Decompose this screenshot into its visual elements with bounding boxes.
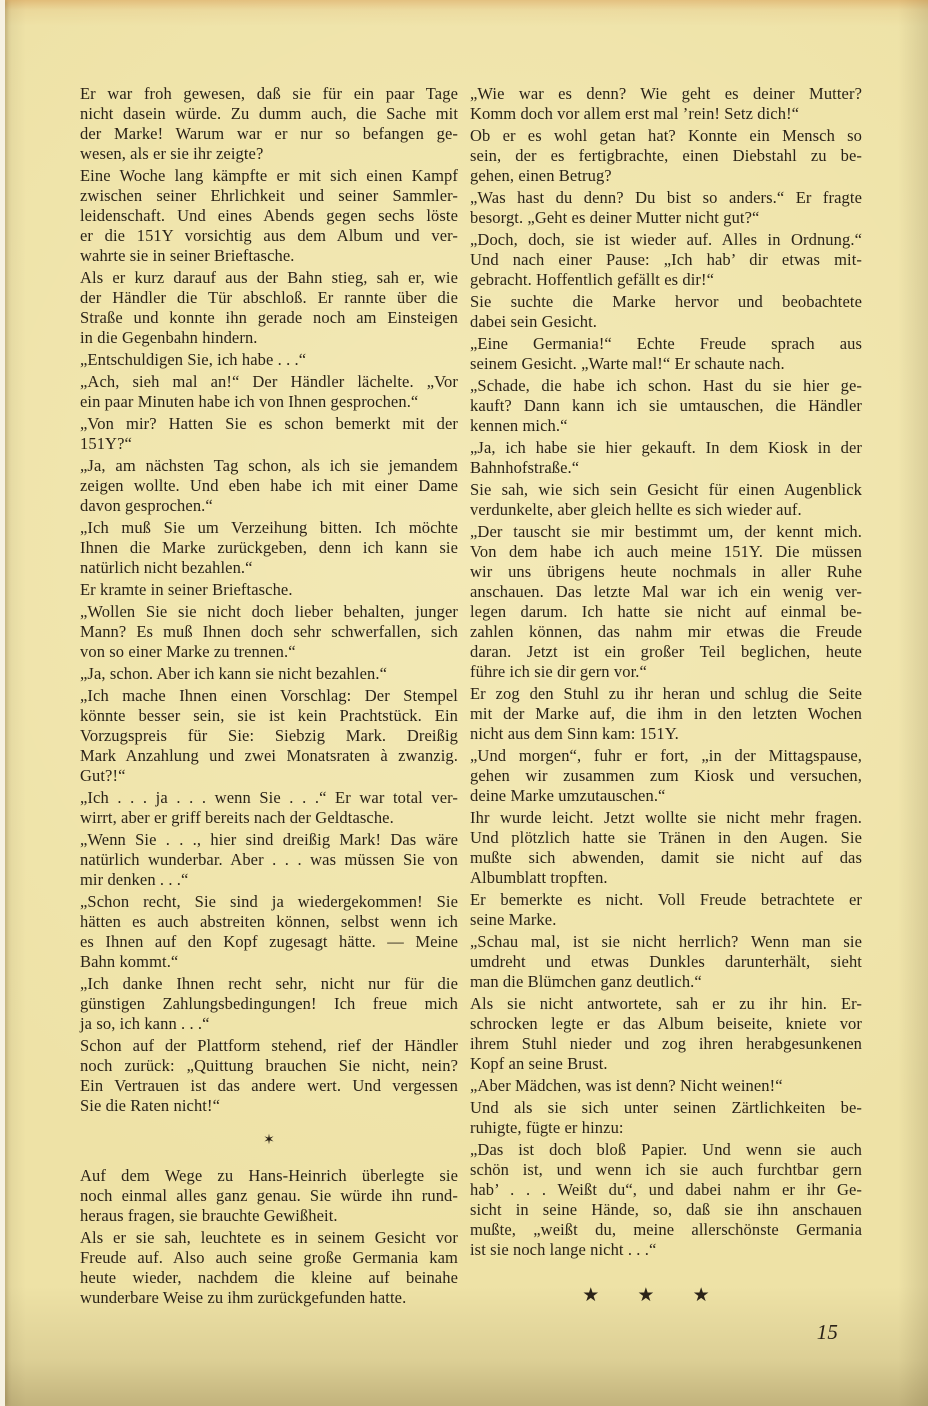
text-line: Ob er es wohl getan hat? Konnte ein Mensch so [470, 126, 862, 145]
text-line: schön ist, und wenn ich sie auch furchtbar gern [470, 1160, 862, 1179]
paragraph [470, 932, 862, 992]
text-line: Mann? Es muß Ihnen doch sehr schwerfallen, sich [80, 622, 458, 641]
text-line: günstigen Zahlungsbedingungen! Ich freue mich [80, 994, 458, 1013]
text-line: „Schon recht, Sie sind ja wiedergekommen! Sie [80, 892, 458, 911]
right-column-text [470, 84, 862, 1260]
text-line: umdreht und etwas Dunkles darunterhält, sieht [470, 952, 862, 971]
text-line: kennen mich.“ [470, 416, 568, 435]
scan-page-edge [0, 0, 5, 1406]
text-line: „Schau mal, ist sie nicht herrlich? Wenn man sie [470, 932, 862, 951]
text-line: „Das ist doch bloß Papier. Und wenn sie auch [470, 1140, 862, 1159]
text-line: zeigen wollte. Und eben habe ich mit einer Dame [80, 476, 458, 495]
text-line: Komm doch vor allem erst mal ’rein! Setz dich!“ [470, 104, 800, 123]
text-line: besorgt. „Geht es deiner Mutter nicht gut?“ [470, 208, 760, 227]
text-line: Albumblatt tropften. [470, 868, 608, 887]
section-separator-star-icon: ✶ [263, 1133, 275, 1148]
text-line: sein, der es fertigbrachte, einen Diebstahl zu be- [470, 146, 862, 165]
paragraph [470, 84, 862, 124]
paragraph [80, 456, 458, 516]
text-line: Bahn kommt.“ [80, 952, 179, 971]
text-line: „Wollen Sie sie nicht doch lieber behalten, junger [80, 602, 458, 621]
paragraph [470, 230, 862, 290]
paragraph [470, 1098, 862, 1138]
text-line: noch zurück: „Quittung brauchen Sie nicht, nein? [80, 1056, 458, 1075]
text-line: Sie sah, wie sich sein Gesicht für einen Augenblick [470, 480, 862, 499]
text-line: Er bemerkte es nicht. Voll Freude betrachtete er [470, 890, 862, 909]
text-line: Vorzugspreis für Sie: Siebzig Mark. Dreißig [80, 726, 458, 745]
text-line: „Entschuldigen Sie, ich habe . . .“ [80, 350, 307, 369]
text-line: sicht in seine Hände, so, daß sie ihn anschauen [470, 1200, 862, 1219]
paragraph [80, 84, 458, 164]
text-line: in die Gegenbahn hindern. [80, 328, 258, 347]
text-line: „Was hast du denn? Du bist so anders.“ Er fragte [470, 188, 862, 207]
text-line: anschauen. Das letzte Mal war ich ein wenig ver- [470, 582, 862, 601]
text-line: gebracht. Hoffentlich gefällt es dir!“ [470, 270, 715, 289]
text-line: „Ja, schon. Aber ich kann sie nicht bezahlen.“ [80, 664, 387, 683]
text-line: Kopf an seine Brust. [470, 1054, 608, 1073]
text-line: er die 151Y vorsichtig aus dem Album und ver- [80, 226, 458, 245]
paragraph [80, 1228, 458, 1308]
text-line: Schon auf der Plattform stehend, rief der Händler [80, 1036, 458, 1055]
paragraph [470, 480, 862, 520]
text-line: daran. Jetzt ist ein großer Teil beglichen, heute [470, 642, 862, 661]
text-line: nicht dasein würde. Zu dumm auch, die Sache mit [80, 104, 458, 123]
paragraph [80, 974, 458, 1034]
paragraph [470, 126, 862, 186]
text-line: legen darum. Ich hatte sie nicht auf einmal be- [470, 602, 862, 621]
paragraph [80, 372, 458, 412]
text-line: heraus fragen, sie brauchte Gewißheit. [80, 1206, 338, 1225]
text-line: ja so, ich kann . . .“ [80, 1014, 210, 1033]
paragraph [80, 830, 458, 890]
text-line: zwischen seiner Ehrlichkeit und seiner Sammler- [80, 186, 458, 205]
text-line: heute wieder, nachdem die kleine auf beinahe [80, 1268, 458, 1287]
text-line: Ihnen die Marke zurückgeben, denn ich kann sie [80, 538, 458, 557]
text-line: Eine Woche lang kämpfte er mit sich einen Kampf [80, 166, 458, 185]
text-line: Sie suchte die Marke hervor und beobachtete [470, 292, 862, 311]
paragraph [80, 602, 458, 662]
text-line: gehen, einen Betrug? [470, 166, 612, 185]
text-line: hätten es auch abstreiten können, selbst wenn ich [80, 912, 458, 931]
text-line: wunderbare Weise zu ihm zurückgefunden hatte. [80, 1288, 407, 1307]
star-icon: ★ [692, 1285, 710, 1306]
text-line: kauft? Dann kann ich sie umtauschen, die Händler [470, 396, 862, 415]
paragraph [470, 746, 862, 806]
text-line: „Ach, sieh mal an!“ Der Händler lächelte. „Vor [80, 372, 458, 391]
left-text-column [80, 84, 458, 1342]
text-line: wahrte sie in seiner Brieftasche. [80, 246, 295, 265]
text-line: verdunkelte, aber gleich hellte es sich wieder auf. [470, 500, 802, 519]
text-line: natürlich nicht bezahlen.“ [80, 558, 253, 577]
text-line: „Ich . . . ja . . . wenn Sie . . .“ Er war total ver- [80, 788, 458, 807]
paragraph [80, 892, 458, 972]
text-line: hab’ . . . Weißt du“, und dabei nahm er ihr Ge- [470, 1180, 862, 1199]
text-line: Und als sie sich unter seinen Zärtlichkeiten be- [470, 1098, 862, 1117]
text-line: leidenschaft. Und eines Abends gegen sechs löste [80, 206, 458, 225]
paragraph [470, 438, 862, 478]
paragraph [470, 994, 862, 1074]
star-icon: ★ [582, 1285, 600, 1306]
text-columns [80, 84, 862, 1342]
paragraph [80, 414, 458, 454]
text-line: ruhigte, fügte er hinzu: [470, 1118, 624, 1137]
text-line: „Ich muß Sie um Verzeihung bitten. Ich möchte [80, 518, 458, 537]
paragraph [470, 334, 862, 374]
text-line: „Eine Germania!“ Echte Freude sprach aus [470, 334, 862, 353]
paragraph [470, 1140, 862, 1260]
text-line: der Händler die Tür abschloß. Er rannte über die [80, 288, 458, 307]
text-line: „Und morgen“, fuhr er fort, „in der Mittagspause, [470, 746, 862, 765]
paragraph [470, 890, 862, 930]
text-line: schrocken legte er das Album beiseite, kniete vor [470, 1014, 862, 1033]
paragraph [470, 292, 862, 332]
text-line: Freude auf. Also auch seine große Germania kam [80, 1248, 458, 1267]
text-line: noch einmal alles ganz genau. Sie würde ihn rund- [80, 1186, 458, 1205]
text-line: „Wenn Sie . . ., hier sind dreißig Mark! Das wäre [80, 830, 458, 849]
text-line: Als er sie sah, leuchtete es in seinem Gesicht vor [80, 1228, 458, 1247]
text-line: Und nach einer Pause: „Ich hab’ dir etwas mit- [470, 250, 862, 269]
text-line: „Ja, ich habe sie hier gekauft. In dem Kiosk in der [470, 438, 862, 457]
text-line: es Ihnen auf den Kopf zugesagt hätte. — Meine [80, 932, 458, 951]
story-end-stars-icon [450, 1286, 842, 1306]
text-line: Gut?!“ [80, 766, 126, 785]
text-line: gehen wir zusammen zum Kiosk und versuchen, [470, 766, 862, 785]
paragraph [470, 376, 862, 436]
text-line: Auf dem Wege zu Hans-Heinrich überlegte sie [80, 1166, 458, 1185]
right-text-column [470, 84, 862, 1342]
text-line: zahlen können, das nahm mir etwas die Freude [470, 622, 862, 641]
text-line: von so einer Marke zu trennen.“ [80, 642, 296, 661]
text-line: wesen, als er sie ihr zeigte? [80, 144, 264, 163]
text-line: führe ich sie dir gern vor.“ [470, 662, 647, 681]
text-line: natürlich wunderbar. Aber . . . was müssen Sie von [80, 850, 458, 869]
paragraph [80, 350, 458, 370]
text-line: ist sie noch lange nicht . . .“ [470, 1240, 657, 1259]
text-line: „Von mir? Hatten Sie es schon bemerkt mit der [80, 414, 458, 433]
text-line: „Ich mache Ihnen einen Vorschlag: Der Stempel [80, 686, 458, 705]
paragraph [470, 808, 862, 888]
paragraph [470, 684, 862, 744]
text-line: könnte besser sein, sie ist kein Prachtstück. Ein [80, 706, 458, 725]
text-line: Ein Vertrauen ist das andere wert. Und vergessen [80, 1076, 458, 1095]
text-line: Als sie nicht antwortete, sah er zu ihr hin. Er- [470, 994, 862, 1013]
text-line: Von dem habe ich auch meine 151Y. Die müssen [470, 542, 862, 561]
paragraph [470, 188, 862, 228]
text-line: 151Y?“ [80, 434, 132, 453]
text-line: dabei sein Gesicht. [470, 312, 597, 331]
text-line: ein paar Minuten habe ich von Ihnen gesprochen.“ [80, 392, 419, 411]
paragraph [80, 580, 458, 600]
text-line: wirrt, aber er griff bereits nach der Geldtasche. [80, 808, 394, 827]
text-line: Ihr wurde leicht. Jetzt wollte sie nicht mehr fragen. [470, 808, 862, 827]
text-line: seinem Gesicht. „Warte mal!“ Er schaute nach. [470, 354, 785, 373]
text-line: Bahnhofstraße.“ [470, 458, 580, 477]
text-line: seine Marke. [470, 910, 557, 929]
text-line: Und plötzlich hatte sie Tränen in den Augen. Sie [470, 828, 862, 847]
text-line: mußte sich abwenden, damit sie nicht auf das [470, 848, 862, 867]
text-line: „Schade, die habe ich schon. Hast du sie hier ge- [470, 376, 862, 395]
text-line: davon gesprochen.“ [80, 496, 213, 515]
text-line: Er zog den Stuhl zu ihr heran und schlug die Seite [470, 684, 862, 703]
page-number: 15 [816, 1320, 838, 1344]
paragraph [80, 166, 458, 266]
paragraph [80, 1166, 458, 1226]
text-line: „Ich danke Ihnen recht sehr, nicht nur für die [80, 974, 458, 993]
paragraph [80, 518, 458, 578]
text-line: deine Marke umzutauschen.“ [470, 786, 666, 805]
text-line: Sie die Raten nicht!“ [80, 1096, 221, 1115]
text-line: „Ja, am nächsten Tag schon, als ich sie jemandem [80, 456, 458, 475]
text-line: nicht aus dem Sinn kam: 151Y. [470, 724, 679, 743]
paragraph [80, 788, 458, 828]
paragraph [470, 1076, 862, 1096]
text-line: Als er kurz darauf aus der Bahn stieg, sah er, wie [80, 268, 458, 287]
paragraph [80, 1036, 458, 1116]
text-line: Er kramte in seiner Brieftasche. [80, 580, 293, 599]
text-line: mußte, „weißt du, meine allerschönste Germania [470, 1220, 862, 1239]
paragraph [80, 664, 458, 684]
star-icon: ★ [637, 1285, 655, 1306]
text-line: „Wie war es denn? Wie geht es deiner Mutter? [470, 84, 862, 103]
text-line: Mark Anzahlung und zwei Monatsraten à zwanzig. [80, 746, 458, 765]
paragraph [470, 522, 862, 682]
paragraph [80, 686, 458, 786]
text-line: ihrem Stuhl nieder und zog ihren herabgesunkenen [470, 1034, 862, 1053]
text-line: der Marke! Warum war er nur so befangen ge- [80, 124, 458, 143]
text-line: Er war froh gewesen, daß sie für ein paar Tage [80, 84, 458, 103]
text-line: Straße und konnte ihn gerade noch am Einsteigen [80, 308, 458, 327]
text-line: wir uns übrigens heute nochmals in aller Ruhe [470, 562, 862, 581]
paragraph [80, 268, 458, 348]
text-line: „Doch, doch, sie ist wieder auf. Alles in Ordnung.“ [470, 230, 862, 249]
text-line: „Der tauscht sie mir bestimmt um, der kennt mich. [470, 522, 862, 541]
text-line: man die Blümchen ganz deutlich.“ [470, 972, 702, 991]
text-line: „Aber Mädchen, was ist denn? Nicht weinen!“ [470, 1076, 783, 1095]
text-line: mir denken . . .“ [80, 870, 189, 889]
text-line: mit der Marke auf, die ihm in den letzten Wochen [470, 704, 862, 723]
